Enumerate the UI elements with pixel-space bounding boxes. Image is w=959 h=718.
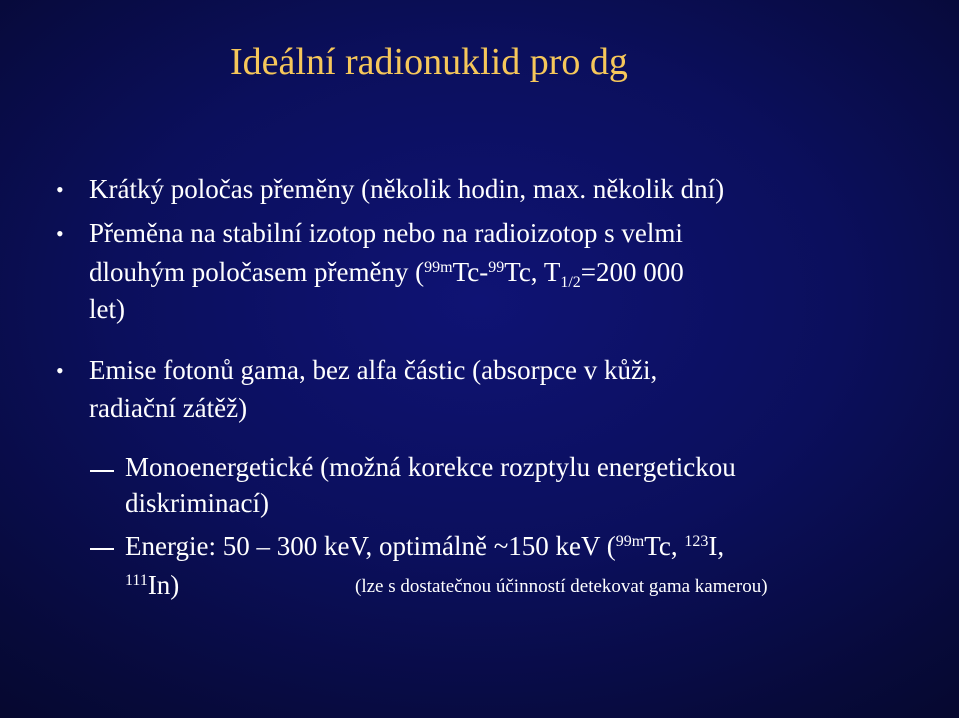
isotope-mass-99m: 99m (615, 533, 645, 550)
bullet-item-decay-line1: Přeměna na stabilní izotop nebo na radioizotop s velmi (89, 218, 683, 248)
subitem-energy-line2 (125, 572, 179, 599)
isotope-symbol-tc-t: Tc, T (504, 257, 561, 287)
subitem-dash (90, 548, 114, 550)
subitem-monoenergetic-line2: diskriminací) (125, 488, 269, 518)
decay-text: dlouhým poločasem přeměny ( (89, 257, 425, 287)
isotope-mass-123: 123 (684, 533, 709, 550)
isotope-symbol-i: I, (708, 531, 725, 561)
isotope-mass-99: 99 (488, 259, 505, 276)
energy-text: Energie: 50 – 300 keV, optimálně ~150 keV ( (125, 531, 616, 561)
isotope-symbol-tc: Tc, (644, 531, 685, 561)
isotope-mass-99m: 99m (424, 259, 453, 276)
bullet-item-gamma-line2: radiační zátěž) (89, 393, 248, 423)
half-life-subscript: 1/2 (560, 274, 581, 291)
bullet-item-half-life: Krátký poločas přeměny (několik hodin, max. několik dní) (89, 174, 725, 204)
subitem-dash (90, 470, 114, 472)
bullet-marker: • (56, 177, 64, 202)
bullet-item-decay-line3: let) (89, 294, 125, 324)
bullet-marker: • (56, 221, 64, 246)
isotope-mass-111: 111 (125, 572, 148, 589)
slide-title: Ideální radionuklid pro dg (230, 41, 628, 83)
isotope-symbol-in: In) (147, 570, 180, 600)
gamma-camera-note: (lze s dostatečnou účinností detekovat gama kamerou) (355, 576, 768, 597)
half-life-value: =200 000 (580, 257, 684, 287)
subitem-energy-line1 (125, 533, 724, 560)
subitem-monoenergetic-line1: Monoenergetické (možná korekce rozptylu energetickou (125, 452, 736, 482)
bullet-marker: • (56, 358, 64, 383)
bullet-item-decay-line2 (89, 257, 684, 291)
bullet-item-gamma-line1: Emise fotonů gama, bez alfa částic (absorpce v kůži, (89, 355, 658, 385)
isotope-symbol-tc: Tc- (452, 257, 489, 287)
